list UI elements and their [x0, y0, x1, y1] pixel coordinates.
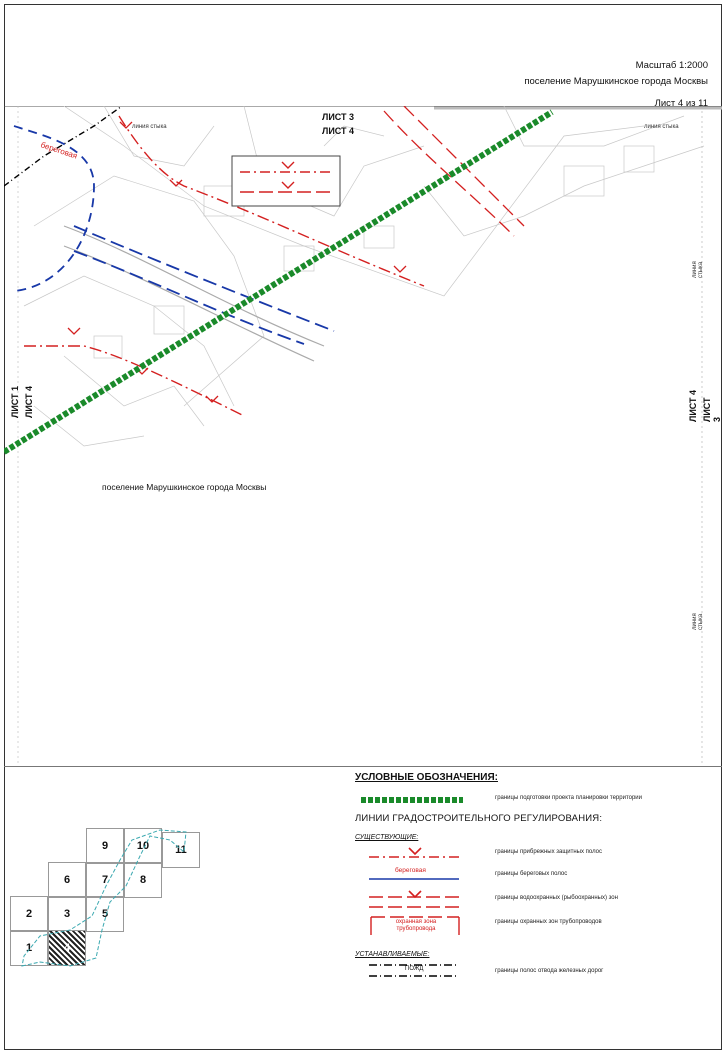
index-cell-4[interactable]: 4	[48, 930, 86, 966]
legend-row-coastal	[355, 845, 705, 863]
sheet-label-right-1: ЛИСТ 4	[688, 389, 698, 422]
road-edge-1	[64, 226, 324, 346]
index-cell-5[interactable]: 5	[86, 896, 124, 932]
shoreline-desc: границы береговых полос	[495, 871, 568, 877]
index-cell-1[interactable]: 1	[10, 930, 48, 966]
join-line-label-right-1: линия стыка	[692, 261, 704, 278]
railway-symbol-label: ПОЖД	[405, 966, 424, 972]
title-block	[524, 58, 708, 112]
sheet-label-left-1: ЛИСТ 1	[10, 385, 20, 418]
planned-title: УСТАНАВЛИВАЕМЫЕ:	[355, 951, 430, 958]
index-cell-7[interactable]: 7	[86, 862, 124, 898]
pipeline-label-1: охранная зона	[395, 919, 437, 925]
sheet-label-top-1: ЛИСТ 3	[322, 112, 355, 122]
coastal-desc: границы прибрежных защитных полос	[495, 849, 603, 855]
legend-title: УСЛОВНЫЕ ОБОЗНАЧЕНИЯ:	[355, 772, 498, 783]
sheet-label-right-2: ЛИСТ 3	[702, 397, 722, 422]
index-cell-8[interactable]: 8	[124, 862, 162, 898]
map-bottom-border	[4, 766, 722, 767]
cadastral-parcels	[24, 106, 704, 446]
legend-row-boundary	[355, 791, 705, 809]
pipeline-symbol-label	[391, 919, 441, 933]
sheet-label-left-2: ЛИСТ 4	[24, 385, 34, 418]
inset-symbol-box	[232, 156, 340, 206]
water-desc: границы водоохранных (рыбоохранных) зон	[495, 895, 618, 901]
settlement-title: поселение Марушкинское города Москвы	[524, 76, 708, 87]
road-edge-2	[64, 246, 314, 361]
legend	[355, 772, 705, 980]
legend-row-pipeline	[355, 915, 705, 937]
boundary-desc: границы подготовки проекта планировки территории	[495, 795, 643, 801]
join-line-label-right-2: линия стыка	[692, 613, 704, 630]
index-cell-11[interactable]: 11	[162, 832, 200, 868]
sheet-index-map	[10, 826, 220, 976]
shoreline-boundary-3	[74, 251, 304, 344]
index-boundary-outline	[10, 826, 220, 976]
sheet-number: Лист 4 из 11	[654, 98, 708, 109]
railway-desc: границы полос отвода железных дорог	[495, 968, 604, 974]
legend-row-shoreline	[355, 867, 705, 885]
coastal-protective-boundary-2	[24, 346, 244, 416]
index-cell-2[interactable]: 2	[10, 896, 48, 932]
legend-row-railway	[355, 962, 705, 980]
index-cell-3[interactable]: 3	[48, 896, 86, 932]
pipeline-desc: границы охранных зон трубопроводов	[495, 919, 602, 925]
index-cell-9[interactable]: 9	[86, 828, 124, 864]
sheet-label-top-2: ЛИСТ 4	[322, 126, 355, 136]
existing-title: СУЩЕСТВУЮЩИЕ:	[355, 834, 419, 841]
railway-line	[4, 106, 122, 186]
map-area	[4, 106, 722, 766]
regulation-title: ЛИНИИ ГРАДОСТРОИТЕЛЬНОГО РЕГУЛИРОВАНИЯ:	[355, 813, 603, 824]
pipeline-label-2: трубопровода	[396, 926, 436, 932]
shoreline-boundary-2	[74, 226, 334, 331]
map-drawing	[4, 106, 722, 766]
join-line-label-top-right: линия стыка	[644, 124, 679, 130]
index-cell-6[interactable]: 6	[48, 862, 86, 898]
water-symbol	[355, 889, 475, 911]
index-cell-10[interactable]: 10	[124, 828, 162, 864]
shore-label: береговая	[39, 140, 79, 161]
scale-label: Масштаб 1:2000	[635, 60, 708, 71]
join-line-label-top-left: линия стыка	[132, 124, 167, 130]
shoreline-symbol-label: береговая	[395, 867, 426, 874]
boundary-symbol	[355, 791, 475, 809]
coastal-symbol	[355, 845, 475, 863]
legend-row-water	[355, 889, 705, 911]
settlement-label: поселение Марушкинское города Москвы	[102, 482, 267, 492]
